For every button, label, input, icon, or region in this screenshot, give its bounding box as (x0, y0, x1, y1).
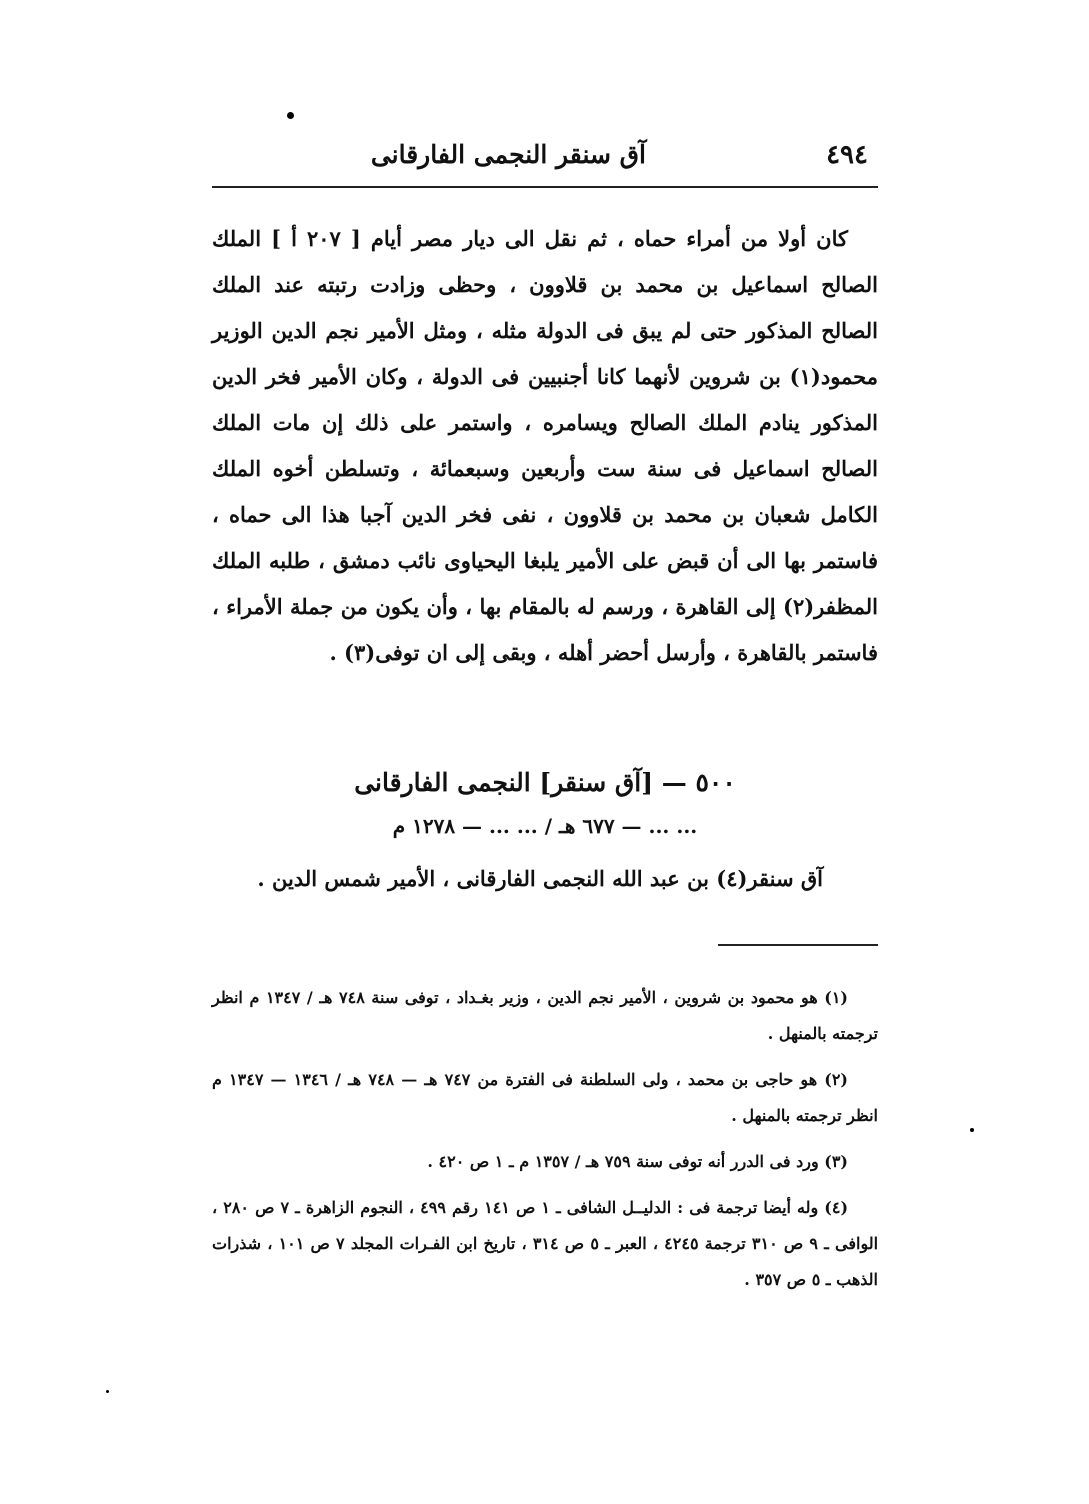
entry-name-line: آق سنقر(٤) بن عبد الله النجمى الفارقانى ، الأمير شمس الدين . (257, 866, 823, 891)
ink-speck (970, 1128, 974, 1132)
body-paragraph: كان أولا من أمراء حماه ، ثم نقل الى ديار مصر أيام [ ٢٠٧ أ ] الملك الصالح اسماعيل بن محمد بن قلاوون ، وحظى وزادت رتبته عند الملك الصالح المذكور حتى لم يبق فى الدولة مثله ، ومثل الأمير نجم الدين الوزير محمود(١) بن شروين لأنهما كانا أجنبيين فى الدولة ، وكان الأمير فخر الدين المذكور ينادم الملك الصالح ويسامره ، واستمر على ذلك إن مات الملك الصالح اسماعيل فى سنة ست وأربعين وسبعمائة ، وتسلطن أخوه الملك الكامل شعبان بن محمد بن قلاوون ، نفى فخر الدين آجبا هذا الى حماه ، فاستمر بها الى أن قبض على الأمير يلبغا اليحياوى نائب دمشق ، طلبه الملك المظفر(٢) إلى القاهرة ، ورسم له بالمقام بها ، وأن يكون من جملة الأمراء ، فاستمر بالقاهرة ، وأرسل أحضر أهله ، وبقى إلى ان توفى(٣) . (212, 226, 878, 665)
biography-entry (212, 760, 878, 902)
footnote: (١) هو محمود بن شروين ، الأمير نجم الدين ، وزير بغـداد ، توفى سنة ٧٤٨ هـ / ١٣٤٧ م انظر ترجمته بالمنهل . (212, 988, 878, 1043)
page-number: ٤٩٤ (826, 140, 868, 170)
footnote: (٣) ورد فى الدرر أنه توفى سنة ٧٥٩ هـ / ١٣٥٧ م ـ ١ ص ٤٢٠ . (427, 1152, 848, 1171)
footnote: (٢) هو حاجى بن محمد ، ولى السلطنة فى الفترة من ٧٤٧ هـ — ٧٤٨ هـ / ١٣٤٦ — ١٣٤٧ م انظر ترجمته بالمنهل . (212, 1070, 878, 1125)
running-title: آق سنقر النجمى الفارقانى (370, 140, 646, 169)
main-text (212, 216, 878, 676)
header-rule (212, 186, 878, 188)
entry-dates: ... ... — ٦٧٧ هـ / ... ... — ١٢٧٨ م (392, 814, 698, 838)
footnotes (212, 980, 878, 1308)
entry-title: ٥٠٠ — [آق سنقر] النجمى الفارقانى (354, 768, 736, 797)
ink-speck (287, 112, 294, 119)
running-header (212, 138, 878, 188)
footnote: (٤) وله أيضا ترجمة فى : الدليــل الشافى ـ ١ ص ١٤١ رقم ٤٩٩ ، النجوم الزاهرة ـ ٧ ص ٢٨٠ ، الوافى ـ ٩ ص ٣١٠ ترجمة ٤٢٤٥ ، العبر ـ ٥ ص ٣١٤ ، تاريخ ابن الفـرات المجلد ٧ ص ١٠١ ، شذرات الذهب ـ ٥ ص ٣٥٧ . (212, 1198, 879, 1289)
ink-speck (106, 1390, 109, 1393)
footnote-rule (718, 944, 878, 946)
